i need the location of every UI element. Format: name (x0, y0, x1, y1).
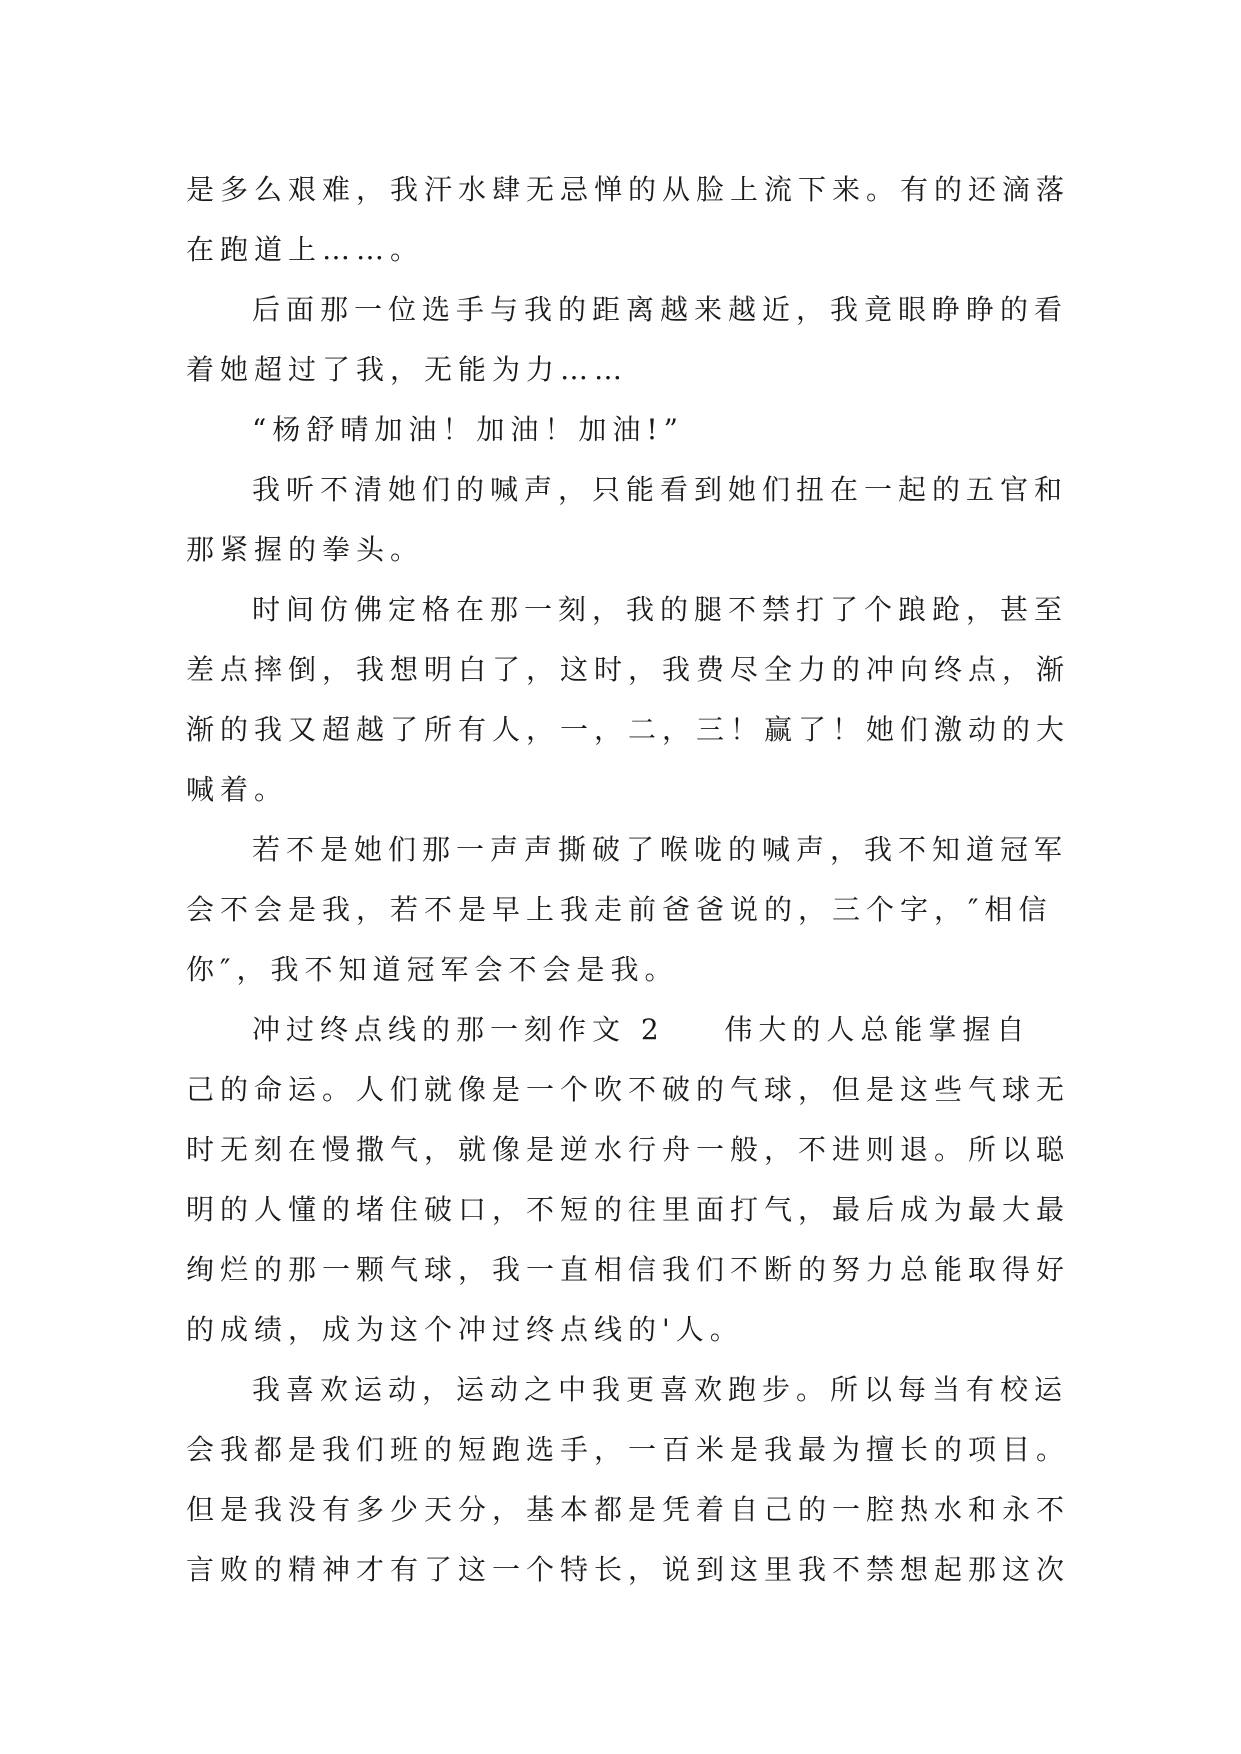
text-line: 会我都是我们班的短跑选手，一百米是我最为擅长的项目。 (186, 1433, 1071, 1466)
text-line: 言败的精神才有了这一个特长，说到这里我不禁想起那这次 (186, 1553, 1071, 1586)
text-line: 的成绩，成为这个冲过终点线的'人。 (186, 1313, 744, 1346)
text-line: 时无刻在慢撒气，就像是逆水行舟一般，不进则退。所以聪 (186, 1133, 1071, 1166)
paragraph-7 (186, 1000, 1071, 1360)
document-page (186, 160, 1071, 1600)
paragraph-5 (186, 580, 1071, 820)
text-line: 你″，我不知道冠军会不会是我。 (186, 953, 679, 986)
text-line: 会不会是我，若不是早上我走前爸爸说的，三个字，″相信 (186, 893, 1053, 926)
text-line: 是多么艰难，我汗水肆无忌惮的从脸上流下来。有的还滴落 (186, 173, 1071, 206)
text-line: 那紧握的拳头。 (186, 533, 425, 566)
paragraph-2 (186, 280, 1069, 400)
text-line: 但是我没有多少天分，基本都是凭着自己的一腔热水和永不 (186, 1493, 1071, 1526)
text-line: 冲过终点线的那一刻作文 2 伟大的人总能掌握自 (252, 1013, 1031, 1046)
text-line: 我听不清她们的喊声，只能看到她们扭在一起的五官和 (252, 473, 1069, 506)
paragraph-3 (186, 400, 1066, 460)
text-line: 若不是她们那一声声撕破了喉咙的喊声，我不知道冠军 (252, 833, 1069, 866)
paragraph-6 (186, 820, 1069, 1000)
text-line: 明的人懂的堵住破口，不短的往里面打气，最后成为最大最 (186, 1193, 1071, 1226)
text-line: 绚烂的那一颗气球，我一直相信我们不断的努力总能取得好 (186, 1253, 1071, 1286)
text-line: 时间仿佛定格在那一刻，我的腿不禁打了个踉跄，甚至 (252, 593, 1069, 626)
text-line: 己的命运。人们就像是一个吹不破的气球，但是这些气球无 (186, 1073, 1071, 1106)
paragraph-4 (186, 460, 1069, 580)
text-line: 我喜欢运动，运动之中我更喜欢跑步。所以每当有校运 (252, 1373, 1069, 1406)
text-line: 在跑道上……。 (186, 233, 425, 266)
paragraph-8 (186, 1360, 1071, 1600)
paragraph-1 (186, 160, 1071, 280)
text-line: 渐的我又超越了所有人，一，二，三！赢了！她们激动的大 (186, 713, 1071, 746)
text-line: 喊着。 (186, 773, 289, 806)
text-line: 后面那一位选手与我的距离越来越近，我竟眼睁睁的看 (252, 293, 1069, 326)
text-line: 差点摔倒，我想明白了，这时，我费尽全力的冲向终点，渐 (186, 653, 1071, 686)
text-line: “杨舒晴加油！加油！加油!” (252, 413, 684, 446)
text-line: 着她超过了我，无能为力…… (186, 353, 629, 386)
